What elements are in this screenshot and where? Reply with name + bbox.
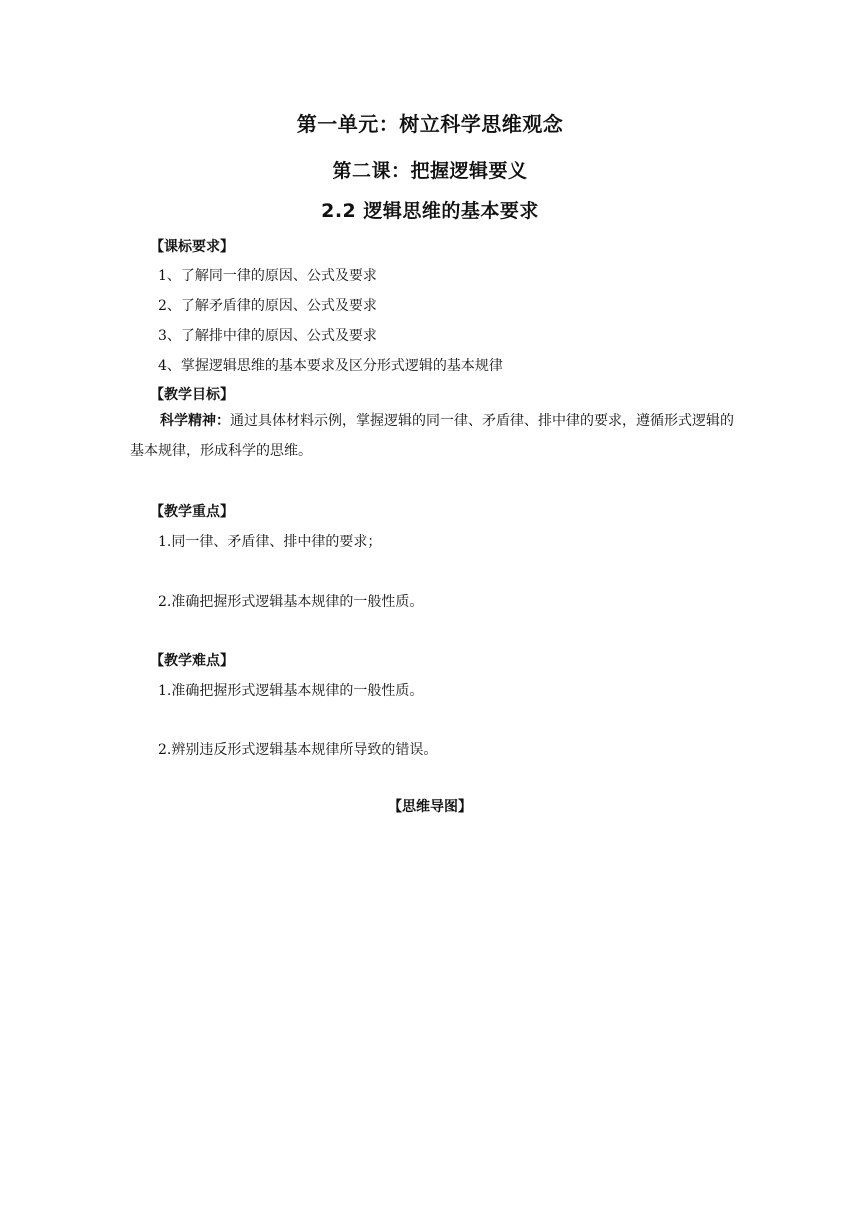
lesson-title: 第二课：把握逻辑要义 [332, 160, 528, 182]
difficulty-2: 2.辨别违反形式逻辑基本规律所导致的错误。 [158, 742, 438, 758]
key-points-heading: 【教学重点】 [150, 504, 234, 520]
key-point-2: 2.准确把握形式逻辑基本规律的一般性质。 [158, 594, 424, 610]
key-point-1: 1.同一律、矛盾律、排中律的要求； [158, 534, 382, 550]
section-title: 2.2 逻辑思维的基本要求 [321, 200, 539, 222]
mind-map-heading: 【思维导图】 [388, 799, 472, 815]
curriculum-item-4: 4、掌握逻辑思维的基本要求及区分形式逻辑的基本规律 [158, 358, 503, 374]
unit-title: 第一单元：树立科学思维观念 [296, 112, 564, 136]
curriculum-item-1: 1、了解同一律的原因、公式及要求 [158, 268, 377, 284]
curriculum-heading: 【课标要求】 [150, 239, 234, 255]
goals-text: 通过具体材料示例，掌握逻辑的同一律、矛盾律、排中律的要求，遵循形式逻辑的基本规律，形成科学的思维。 [130, 413, 734, 459]
curriculum-item-3: 3、了解排中律的原因、公式及要求 [158, 328, 377, 344]
goals-heading: 【教学目标】 [150, 387, 234, 403]
goals-label: 科学精神： [160, 413, 230, 429]
difficulty-1: 1.准确把握形式逻辑基本规律的一般性质。 [158, 683, 424, 699]
difficulties-heading: 【教学难点】 [150, 653, 234, 669]
goals-paragraph [130, 406, 740, 466]
curriculum-item-2: 2、了解矛盾律的原因、公式及要求 [158, 298, 377, 314]
